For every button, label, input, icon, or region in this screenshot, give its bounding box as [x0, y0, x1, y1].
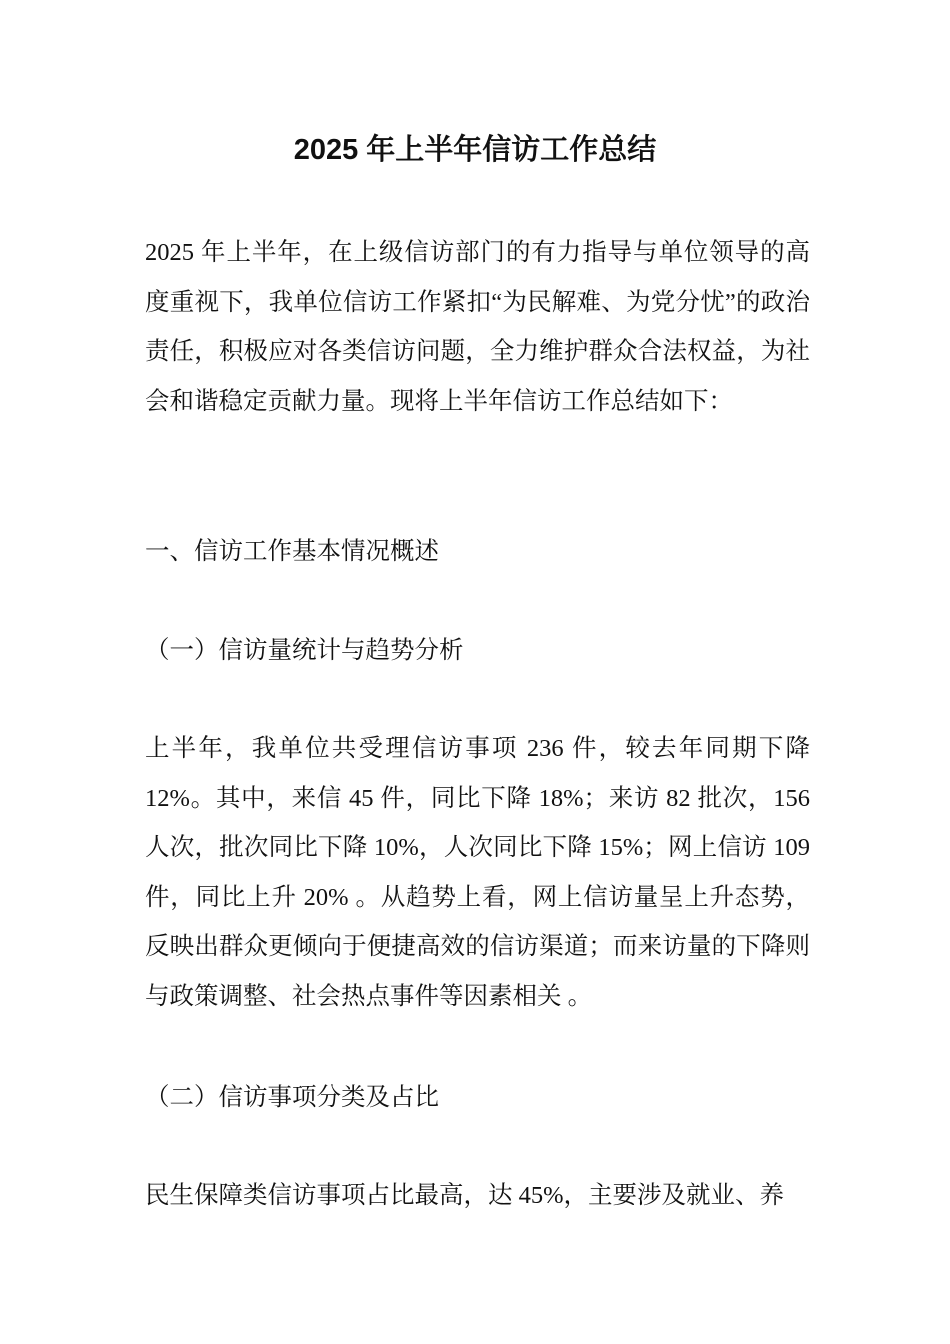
- subsection-1-heading: （一）信访量统计与趋势分析: [145, 637, 464, 664]
- document-title: 2025 年上半年信访工作总结: [293, 134, 657, 166]
- subsection-2-heading: （二）信访事项分类及占比: [145, 1084, 439, 1111]
- category-paragraph: 民生保障类信访事项占比最高，达 45%，主要涉及就业、养: [145, 1182, 785, 1209]
- section-1-heading: 一、信访工作基本情况概述: [145, 538, 439, 565]
- intro-paragraph: 2025 年上半年，在上级信访部门的有力指导与单位领导的高度重视下，我单位信访工作紧扣“为民解难、为党分忧”的政治责任，积极应对各类信访问题，全力维护群众合法权益，为社会和谐稳定贡献力量。现将上半年信访工作总结如下：: [145, 239, 810, 415]
- statistics-paragraph: 上半年，我单位共受理信访事项 236 件，较去年同期下降 12%。其中，来信 45 件，同比下降 18%；来访 82 批次，156 人次，批次同比下降 10%，人次同比下降 15%；网上信访 109 件，同比上升 20% 。从趋势上看，网上信访量呈上升态势，反映出群众更倾向于便捷高效的信访渠道；而来访量的下降则与政策调整、社会热点事件等因素相关 。: [145, 735, 810, 1010]
